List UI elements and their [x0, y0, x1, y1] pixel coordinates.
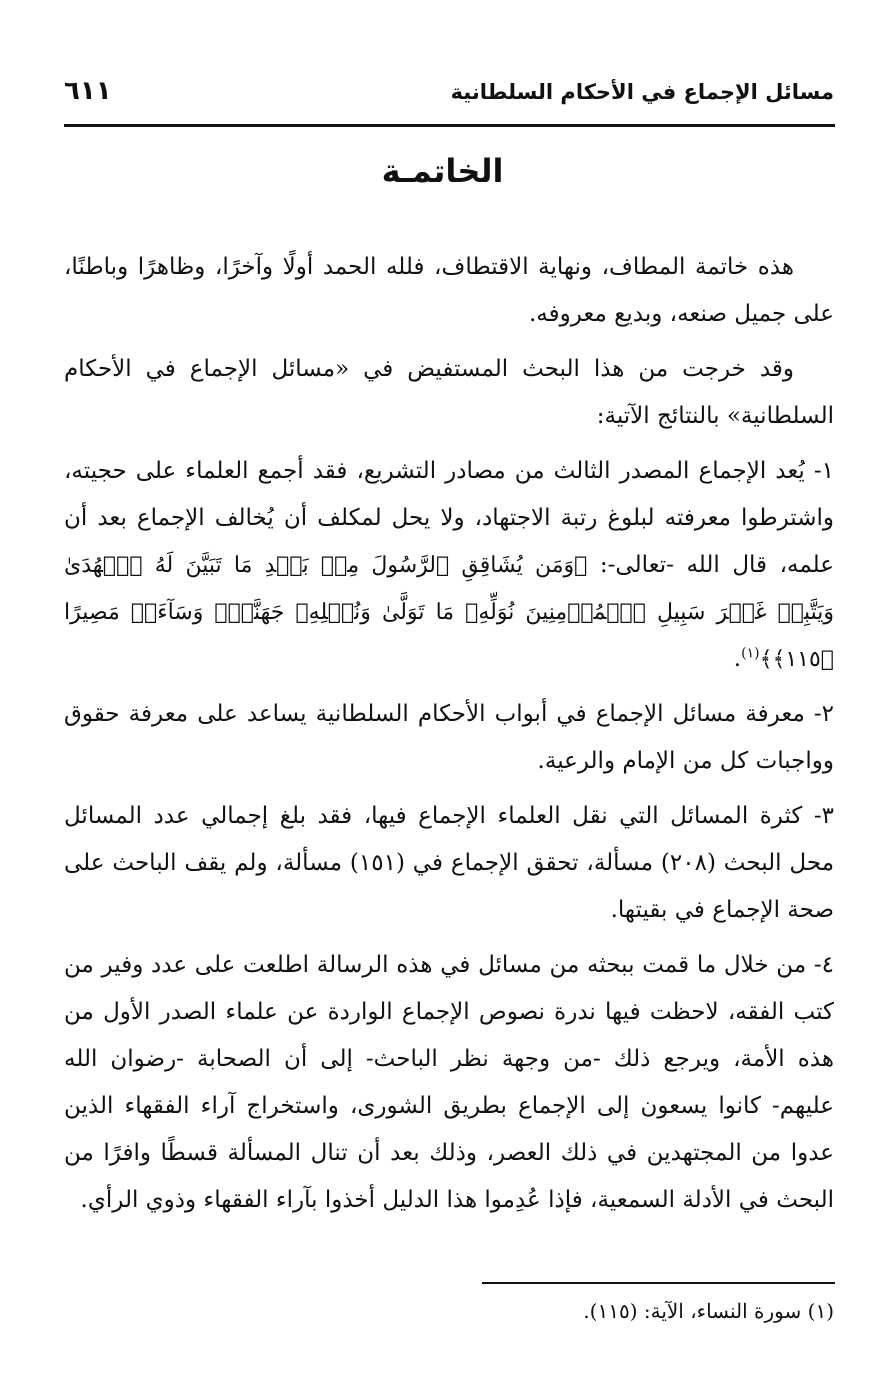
result-1-paragraph: [64, 448, 834, 683]
page-number: ٦١١: [64, 76, 112, 106]
body-text: [64, 244, 834, 1232]
book-title: مسائل الإجماع في الأحكام السلطانية: [450, 80, 834, 104]
results-intro-paragraph: وقد خرجت من هذا البحث المستفيض في «مسائل الإجماع في الأحكام السلطانية» بالنتائج الآتية:: [64, 356, 834, 429]
footnote-reference[interactable]: (١): [741, 645, 760, 662]
header-divider: [64, 124, 835, 127]
footnote-divider: [482, 1282, 835, 1284]
result-1-text: ١- يُعد الإجماع المصدر الثالث من مصادر التشريع، فقد أجمع العلماء على حجيته، واشترطوا معرفته لبلوغ رتبة الاجتهاد، ولا يحل لمكلف أن يُخالف الإجماع بعد أن علمه، قال الله -تعالى-:: [64, 458, 835, 578]
quran-verse: ﴿وَمَن يُشَاقِقِ ٱلرَّسُولَ مِنۢ بَعۡدِ مَا تَبَيَّنَ لَهُ ٱلۡهُدَىٰ وَيَتَّبِعۡ غَيۡرَ سَبِيلِ ٱلۡمُؤۡمِنِينَ نُوَلِّهِۦ مَا تَوَلَّىٰ وَنُصۡلِهِۦ جَهَنَّمَۖ وَسَآءَتۡ مَصِيرًا ﴿١١٥﴾﴾: [64, 553, 834, 672]
intro-paragraph: هذه خاتمة المطاف، ونهاية الاقتطاف، فلله الحمد أولًا وآخرًا، وظاهرًا وباطنًا، على جميل صنعه، وبديع معروفه.: [64, 254, 834, 327]
result-2-paragraph: ٢- معرفة مسائل الإجماع في أبواب الأحكام السلطانية يساعد على معرفة حقوق وواجبات كل من الإمام والرعية.: [64, 701, 834, 774]
footnote: (١) سورة النساء، الآية: (١١٥).: [583, 1299, 834, 1323]
result-3-paragraph: ٣- كثرة المسائل التي نقل العلماء الإجماع فيها، فقد بلغ إجمالي عدد المسائل محل البحث (٢٠٨) مسألة، تحقق الإجماع في (١٥١) مسألة، ولم يقف الباحث على صحة الإجماع في بقيتها.: [64, 803, 835, 923]
result-1-end: .: [733, 646, 742, 672]
running-head: [64, 74, 834, 114]
result-4-paragraph: ٤- من خلال ما قمت ببحثه من مسائل في هذه الرسالة اطلعت على عدد وفير من كتب الفقه، لاحظت فيها ندرة نصوص الإجماع الواردة عن علماء الصدر الأول من هذه الأمة، ويرجع ذلك -من وجهة نظر الباحث- إلى أن الصحابة -رضوان الله عليهم- كانوا يسعون إلى الإجماع بطريق الشورى، واستخراج آراء الفقهاء الذين عدوا من المجتهدين في ذلك العصر، وذلك بعد أن تنال المسألة قسطًا وافرًا من البحث في الأدلة السمعية، فإذا عُدِموا هذا الدليل أخذوا بآراء الفقهاء وذوي الرأي.: [64, 952, 834, 1213]
chapter-title: الخاتمـة: [381, 152, 504, 190]
